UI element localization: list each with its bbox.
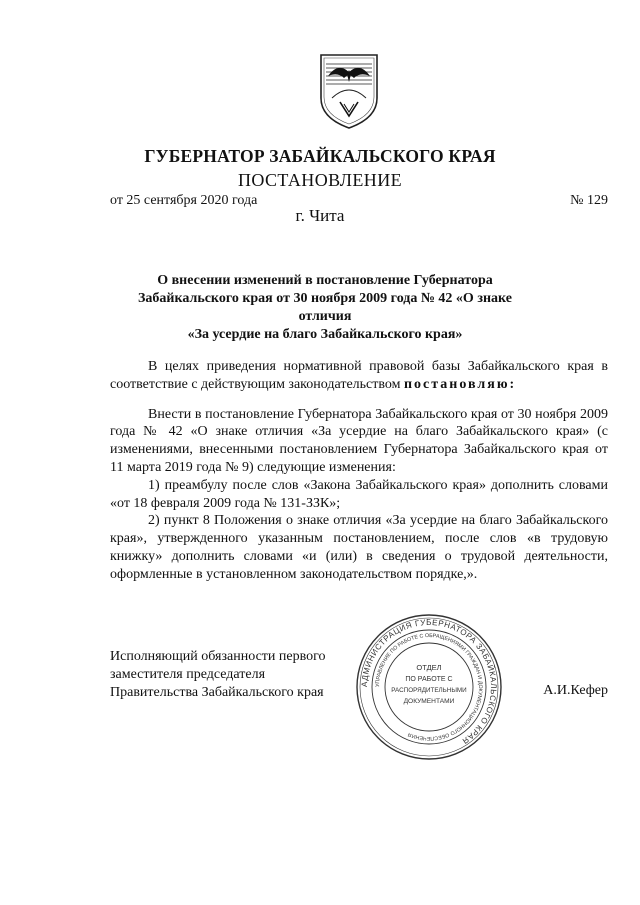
signatory-position: [110, 648, 326, 702]
document-subject: [120, 272, 530, 344]
subject-line: Забайкальского края от 30 ноября 2009 года № 42 «О знаке отличия: [138, 291, 512, 324]
stamp-center-line: РАСПОРЯДИТЕЛЬНЫМИ: [391, 687, 467, 694]
document-type: ПОСТАНОВЛЕНИЕ: [237, 170, 403, 190]
document-city: г. Чита: [295, 206, 345, 225]
signatory-line: Правительства Забайкальского края: [110, 685, 324, 700]
stamp-outer-text: АДМИНИСТРАЦИЯ ГУБЕРНАТОРА ЗАБАЙКАЛЬСКОГО КРАЯ: [359, 617, 499, 746]
document-body: [110, 358, 608, 584]
official-stamp: [354, 612, 504, 762]
change-item-1: 1) преамбулу после слов «Закона Забайкальского края» дополнить словами «от 18 февраля 2009 года № 131-ЗЗК»;: [110, 477, 608, 511]
stamp-center-line: ПО РАБОТЕ С: [405, 676, 453, 683]
change-item-2: 2) пункт 8 Положения о знаке отличия «За усердие на благо Забайкальского края», утвержденного указанным постановлением, после слов «в трудовую книжку» дополнить словами «и (или) в сведения о трудовой деятельности, оформленные в установленном законодательством порядке,».: [110, 513, 608, 582]
governor-title: ГУБЕРНАТОР ЗАБАЙКАЛЬСКОГО КРАЯ: [144, 146, 496, 166]
preamble-text: В целях приведения нормативной правовой базы Забайкальского края в соответствие с действующим законодательством: [110, 359, 608, 392]
stamp-inner-text: УПРАВЛЕНИЕ ПО РАБОТЕ С ОБРАЩЕНИЯМИ ГРАЖДАН И ДОКУМЕНТАЦИОННОГО ОБЕСПЕЧЕНИЯ: [374, 632, 484, 742]
subject-line: О внесении изменений в постановление Губернатора: [157, 273, 493, 288]
stamp-center-line: ДОКУМЕНТАМИ: [403, 698, 455, 705]
subject-line: «За усердие на благо Забайкальского края»: [187, 327, 463, 342]
preamble-paragraph: [110, 358, 608, 394]
signatory-line: заместителя председателя: [110, 667, 266, 682]
stamp-center-line: ОТДЕЛ: [416, 663, 442, 672]
signatory-name: А.И.Кефер: [543, 683, 608, 698]
document-number: № 129: [570, 193, 608, 208]
document-date: от 25 сентября 2020 года: [110, 193, 258, 208]
coat-of-arms-icon: [318, 52, 380, 130]
resolve-word: постановляю:: [403, 376, 517, 392]
main-paragraph: Внести в постановление Губернатора Забайкальского края от 30 ноября 2009 года № 42 «О знаке отличия «За усердие на благо Забайкальского края» (с изменениями, внесенными постановлением Губернатора Забайкальского края от 11 марта 2019 года № 9) следующие изменения:: [110, 406, 608, 475]
signatory-line: Исполняющий обязанности первого: [110, 649, 326, 664]
